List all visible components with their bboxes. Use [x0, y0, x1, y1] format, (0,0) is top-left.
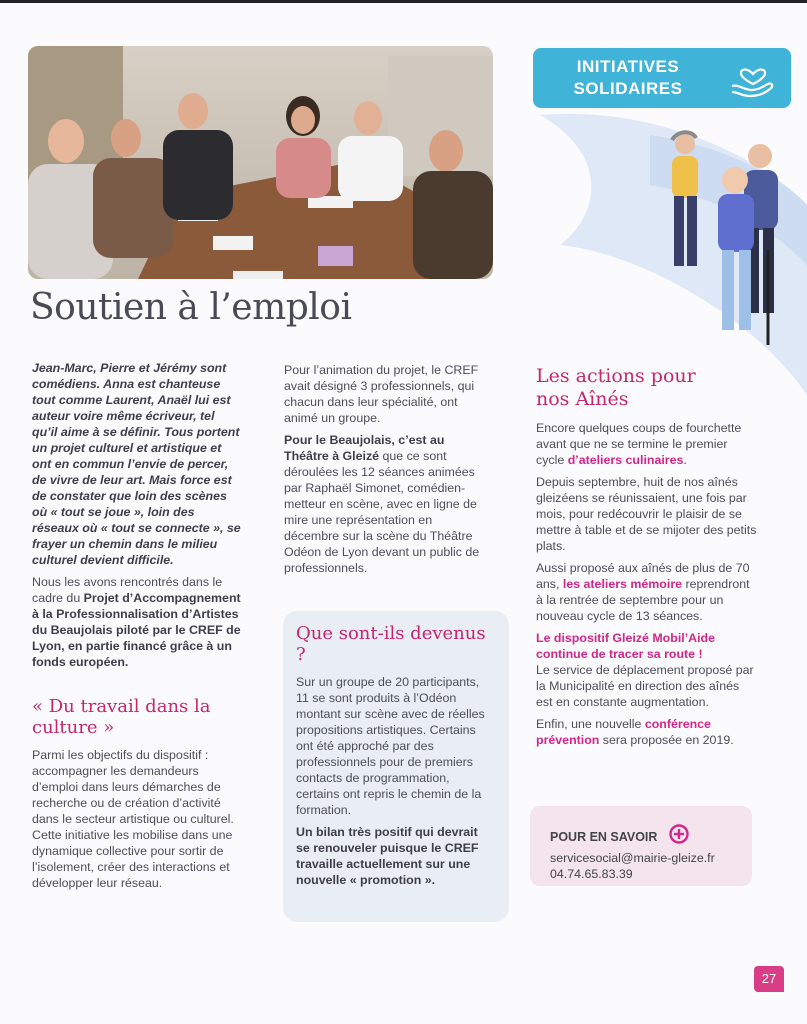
col3-p4-highlight: Le dispositif Gleizé Mobil’Aide continue de tracer sa route ! — [536, 631, 715, 661]
col3-p3-start: Aussi proposé aux aînés de plus de 70 ans, — [536, 561, 750, 591]
col3-p1-highlight: d’ateliers culinaires — [567, 453, 684, 467]
seniors-heading: Les actions pour nos Aînés — [536, 365, 696, 410]
culture-heading: « Du travail dans la culture » — [32, 696, 211, 738]
contact-phone[interactable]: 04.74.65.83.39 — [550, 867, 633, 881]
contact-email[interactable]: servicesocial@mairie-gleize.fr — [550, 851, 715, 865]
top-rule — [0, 0, 807, 3]
col3-paragraph-2: Depuis septembre, huit de nos aînés gleizéens se réunissaient, une fois par mois, pour redécouvrir le plaisir de se mettre à table et de se mijoter des petits plats. — [536, 475, 757, 553]
col1-p2-bold: Projet d’Accompagnement à la Professionnalisation d’Artistes du Beaujolais piloté par le CREF de Lyon, en partie financé grâce à un fonds européen. — [32, 591, 241, 669]
col1-p2-start: Nous les avons rencontrés dans le cadre du — [32, 575, 223, 605]
banner-line-2: SOLIDAIRES — [573, 79, 683, 98]
col3-p5-start: Enfin, une nouvelle — [536, 717, 645, 731]
col3-p1-start: Encore quelques coups de fourchette avant que ne se termine le premier cycle — [536, 421, 742, 467]
col1-paragraph-3: Parmi les objectifs du dispositif : accompagner les demandeurs d’emploi dans leurs démarches de recherche ou de création d’activité dans le secteur artistique ou culturel. Cette initiative les mobilise dans une dynamique collective pour sortir de l’isolement, créer des interactions et développer leur réseau. — [32, 748, 234, 890]
col3-p3-end: reprendront à la rentrée de septembre pour un nouveau cycle de 13 séances. — [536, 577, 750, 623]
outcome-paragraph-2: Un bilan très positif qui devrait se renouveler puisque le CREF travaille actuellement sur une nouvelle « promotion ». — [296, 825, 479, 887]
outcome-box — [283, 611, 509, 922]
col3-p5-highlight: conférence prévention — [536, 717, 711, 747]
col3-paragraph-5 — [536, 716, 758, 748]
col3-paragraph-4 — [536, 630, 758, 710]
column-3 — [536, 365, 758, 754]
col2-p2-rest: que ce sont déroulées les 12 séances animées par Raphaël Simonet, comédien-metteur en scène, avec en ligne de mire une représentation en décembre sur la scène du Théâtre Odéon de Lyon devant un public de professionnels. — [284, 449, 480, 575]
banner-line-1: INITIATIVES — [576, 57, 680, 76]
col2-p2-bold: Pour le Beaujolais, c’est au Théâtre à Gleizé — [284, 433, 445, 463]
lead-paragraph: Jean-Marc, Pierre et Jérémy sont comédiens. Anna est chanteuse tout comme Laurent, Anaël lui est auteur voire même écriveur, tel qu’il aime à se définir. Tous portent un projet culturel et artistique et ont en commun l’envie de percer, de vivre de leur art. Mais force est de constater que loin des scènes où « tout se joue », loin des réseaux où « tout se connecte », se frayer un chemin dans le milieu culturel devient difficile. — [32, 361, 241, 567]
elderly-people-illustration — [650, 130, 800, 360]
column-1 — [32, 360, 242, 897]
page-number: 27 — [754, 966, 784, 992]
col2-paragraph-2 — [284, 432, 480, 576]
outcome-paragraph-1: Sur un groupe de 20 participants, 11 se sont produits à l’Odéon montant sur scène avec de réelles propositions artistiques. Certains ont été approché par des professionnels pour de premiers contacts de programmation, certains ont repris le chemin de la formation. — [296, 675, 485, 817]
column-2 — [284, 362, 480, 582]
group-photo — [28, 46, 493, 279]
plus-icon — [669, 824, 689, 844]
contact-box — [530, 806, 752, 886]
col1-paragraph-2 — [32, 574, 242, 670]
col3-p3-highlight: les ateliers mémoire — [562, 577, 683, 591]
page-title: Soutien à l’emploi — [30, 287, 352, 328]
col3-p1-end: . — [683, 453, 687, 467]
outcome-content — [296, 623, 491, 894]
col3-p4-rest: Le service de déplacement proposé par la Municipalité en direction des aînés est en constante augmentation. — [536, 663, 754, 709]
col3-p5-end: sera proposée en 2019. — [599, 733, 734, 747]
col3-paragraph-1 — [536, 420, 758, 468]
col3-paragraph-3 — [536, 560, 758, 624]
outcome-heading: Que sont-ils devenus ? — [296, 623, 486, 665]
col2-paragraph-1: Pour l’animation du projet, le CREF avait désigné 3 professionnels, qui chacun dans leur spécialité, ont animé un groupe. — [284, 363, 479, 425]
heart-hand-icon — [728, 54, 778, 100]
contact-label: POUR EN SAVOIR — [550, 830, 658, 844]
